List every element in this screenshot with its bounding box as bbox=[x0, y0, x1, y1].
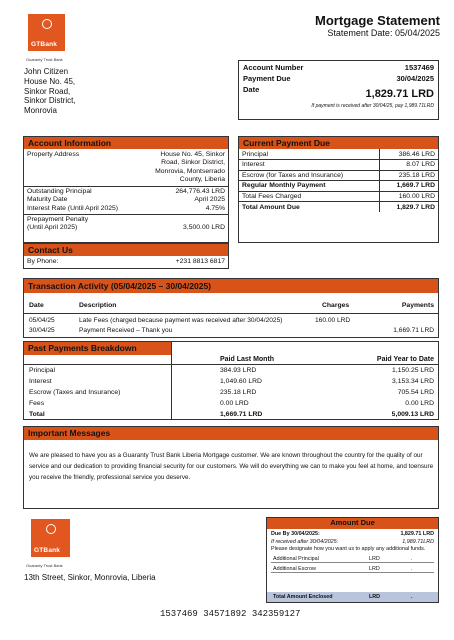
past-payment-row bbox=[24, 376, 438, 387]
statement-date: Statement Date: 05/04/2025 bbox=[327, 28, 440, 38]
payment-row bbox=[239, 191, 438, 202]
payment-row bbox=[239, 202, 438, 213]
payment-value: 1,669.7 LRD bbox=[379, 181, 438, 192]
col-charges: Charges bbox=[322, 302, 350, 309]
late-note: If payment is received after 30/04/25, pay 1,989.71LRD bbox=[311, 103, 434, 109]
summary-box bbox=[238, 60, 439, 120]
late-row bbox=[271, 538, 434, 546]
past-last-month: 384.93 LRD bbox=[220, 367, 257, 374]
penalty-label-2: (Until April 2025) bbox=[27, 224, 78, 232]
col-paid-ytd: Paid Year to Date bbox=[376, 356, 434, 363]
col-payments: Payments bbox=[401, 302, 434, 309]
col-date: Date bbox=[29, 302, 44, 309]
logo-mark-icon bbox=[42, 19, 52, 29]
past-label: Principal bbox=[29, 367, 56, 374]
account-info-box bbox=[23, 136, 229, 243]
address-line: House No. 45, bbox=[24, 76, 76, 86]
gtbank-logo-footer bbox=[31, 519, 70, 557]
info-row bbox=[27, 188, 225, 196]
messages-box bbox=[23, 426, 439, 509]
past-label: Escrow (Taxes and Insurance) bbox=[29, 389, 121, 396]
tx-date: 05/04/25 bbox=[29, 317, 55, 324]
unit-label: LRD bbox=[369, 565, 380, 572]
past-ytd: 705.54 LRD bbox=[397, 389, 434, 396]
account-number-label: Account Number bbox=[243, 63, 304, 72]
payment-row bbox=[239, 160, 438, 171]
account-code-line: 1537469 34571892 342359127 bbox=[160, 609, 301, 619]
payment-due-label: Payment Due bbox=[243, 74, 291, 83]
col-paid-last-month: Paid Last Month bbox=[220, 356, 275, 363]
payment-label: Interest bbox=[242, 161, 265, 169]
payment-label: Total Fees Charged bbox=[242, 192, 302, 200]
designate-note: Please designate how you want us to apply any additional funds. bbox=[271, 546, 426, 552]
tx-payments: 1,669.71 LRD bbox=[393, 327, 434, 334]
contact-header: Contact Us bbox=[24, 244, 228, 256]
payment-label: Regular Monthly Payment bbox=[242, 182, 326, 190]
past-payments-box bbox=[23, 341, 439, 420]
amount-due-header: Amount Due bbox=[267, 518, 438, 529]
payment-row bbox=[239, 170, 438, 181]
property-line: House No. 45, Sinkor bbox=[160, 151, 225, 158]
past-payments-rows bbox=[24, 365, 438, 420]
current-payment-table bbox=[239, 149, 438, 212]
past-label: Fees bbox=[29, 400, 45, 407]
past-ytd: 1,150.25 LRD bbox=[392, 367, 434, 374]
payment-due-row bbox=[243, 74, 434, 85]
logo-caption: Guaranty Trust Bank bbox=[26, 57, 63, 62]
past-label: Interest bbox=[29, 378, 52, 385]
amount-field[interactable]: . bbox=[411, 594, 413, 600]
total-enclosed-row[interactable] bbox=[267, 592, 438, 602]
past-label: Total bbox=[29, 411, 45, 418]
additional-principal-row[interactable] bbox=[271, 553, 434, 563]
tx-description: Late Fees (charged because payment was received after 30/04/2025) bbox=[79, 317, 283, 324]
property-label: Property Address bbox=[27, 151, 80, 158]
info-value: 264,776.43 LRD bbox=[175, 188, 225, 196]
contact-box bbox=[23, 243, 229, 269]
phone-link[interactable]: +231 8813 6817 bbox=[175, 258, 225, 265]
address-line: Sinkor Road, bbox=[24, 86, 71, 96]
payment-value: 386.46 LRD bbox=[379, 149, 438, 160]
past-payment-row bbox=[24, 398, 438, 409]
logo-mark-icon bbox=[46, 524, 56, 534]
due-by-value: 1,829.71 LRD bbox=[400, 531, 434, 537]
penalty-label: Prepayment Penalty bbox=[27, 216, 89, 224]
gtbank-logo bbox=[28, 14, 65, 51]
payment-label: Escrow (for Taxes and Insurance) bbox=[242, 171, 344, 179]
past-payments-header: Past Payments Breakdown bbox=[24, 342, 172, 355]
total-enclosed-label: Total Amount Enclosed bbox=[273, 594, 333, 600]
phone-label: By Phone: bbox=[27, 258, 59, 265]
property-value bbox=[155, 151, 225, 184]
date-label: Date bbox=[243, 85, 260, 94]
payment-value: 160.00 LRD bbox=[379, 191, 438, 202]
transactions-rows bbox=[24, 313, 438, 337]
transactions-box bbox=[23, 278, 439, 338]
payment-value: 1,829.7 LRD bbox=[379, 202, 438, 213]
past-last-month: 235.18 LRD bbox=[220, 389, 257, 396]
amount-field[interactable]: . bbox=[411, 565, 413, 572]
penalty-block bbox=[24, 214, 228, 234]
page-title: Mortgage Statement bbox=[315, 13, 440, 28]
property-row bbox=[27, 151, 225, 184]
payment-label: Total Amount Due bbox=[242, 203, 300, 211]
info-label: Outstanding Principal bbox=[27, 188, 92, 196]
payment-value: 235.18 LRD bbox=[379, 170, 438, 181]
property-line: Road, Sinkor District, bbox=[161, 159, 225, 167]
tx-charges: 160.00 LRD bbox=[315, 317, 351, 324]
payment-label: Principal bbox=[242, 150, 269, 158]
info-value: 4.75% bbox=[205, 204, 225, 212]
due-by-row bbox=[271, 530, 434, 538]
account-number: 1537469 bbox=[404, 63, 434, 72]
tx-description: Payment Received – Thank you bbox=[79, 327, 173, 334]
tx-date: 30/04/25 bbox=[29, 327, 55, 334]
customer-address bbox=[24, 67, 76, 116]
messages-body: We are pleased to have you as a Guaranty Trust Bank Liberia Mortgage customer. We are known throughout the country for the quality of our service and our dedication to providing financial security for our customers. We will do everything we can to make you feel at home, and toensure you receive the friendly, professional service you deserve. bbox=[29, 452, 434, 481]
logo-text: GTBank bbox=[31, 41, 58, 48]
penalty-value: 3,500.00 LRD bbox=[183, 224, 225, 232]
address-line: Monrovia bbox=[24, 106, 57, 116]
past-last-month: 1,669.71 LRD bbox=[220, 411, 263, 418]
amount-field[interactable]: . bbox=[411, 555, 413, 562]
due-by-label: Due By 30/04/2025: bbox=[271, 531, 320, 537]
past-last-month: 0.00 LRD bbox=[220, 400, 249, 407]
amount-due-value: 1,829.71 LRD bbox=[365, 88, 434, 100]
info-row bbox=[27, 205, 225, 213]
logo-caption-footer: Guaranty Trust Bank bbox=[26, 563, 63, 568]
footer-address: 13th Street, Sinkor, Monrovia, Liberia bbox=[24, 573, 156, 582]
current-payment-header: Current Payment Due bbox=[239, 137, 438, 149]
unit-label: LRD bbox=[369, 555, 380, 562]
date-row bbox=[243, 85, 434, 102]
transactions-header: Transaction Activity (05/04/2025 – 30/04/2025) bbox=[24, 279, 438, 293]
property-line: County, Liberia bbox=[179, 175, 225, 183]
past-payment-row bbox=[24, 387, 438, 398]
payment-due: 30/04/2025 bbox=[396, 74, 434, 83]
additional-escrow-row[interactable] bbox=[271, 563, 434, 573]
past-payment-row bbox=[24, 409, 438, 420]
current-payment-box bbox=[238, 136, 439, 243]
col-description: Description bbox=[79, 302, 117, 309]
additional-principal-label: Additional Principal bbox=[273, 555, 319, 562]
account-info-header: Account Information bbox=[24, 137, 228, 149]
customer-name: John Citizen bbox=[24, 67, 69, 76]
info-value: April 2025 bbox=[194, 196, 225, 204]
additional-escrow-label: Additional Escrow bbox=[273, 565, 316, 572]
account-number-row bbox=[243, 63, 434, 74]
payment-row bbox=[239, 181, 438, 192]
amount-due-box bbox=[266, 517, 439, 603]
unit-label: LRD bbox=[369, 594, 381, 600]
info-row bbox=[27, 196, 225, 204]
past-ytd: 5,009.13 LRD bbox=[391, 411, 434, 418]
past-last-month: 1,049.60 LRD bbox=[220, 378, 262, 385]
info-label: Interest Rate (Until April 2025) bbox=[27, 204, 119, 212]
messages-header: Important Messages bbox=[24, 427, 438, 440]
past-ytd: 3,153.34 LRD bbox=[392, 378, 434, 385]
transactions-col-headers bbox=[24, 293, 438, 313]
past-ytd: 0.00 LRD bbox=[405, 400, 434, 407]
late-value: 1,989.71LRD bbox=[402, 539, 434, 545]
payment-row bbox=[239, 149, 438, 160]
address-line: Sinkor District, bbox=[24, 96, 76, 106]
info-label: Maturity Date bbox=[27, 196, 68, 204]
past-payment-row bbox=[24, 365, 438, 376]
logo-text: GTBank bbox=[34, 547, 61, 554]
payment-value: 8.07 LRD bbox=[379, 160, 438, 171]
late-label: If received after 30/04/2025: bbox=[271, 539, 339, 545]
property-line: Monrovia, Montserrado bbox=[155, 167, 225, 175]
